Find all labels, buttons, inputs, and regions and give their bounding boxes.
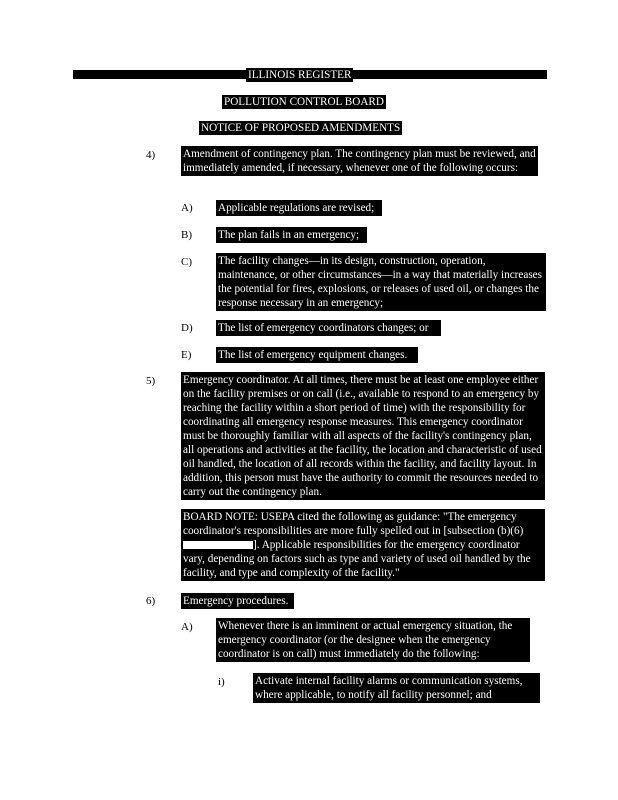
item-6a-number: A): [181, 621, 193, 633]
item-4c-number: C): [181, 256, 192, 268]
item-4b-number: B): [181, 229, 192, 241]
redacted-citation: [183, 541, 253, 549]
item-5-number: 5): [146, 375, 156, 387]
board-note: [181, 509, 545, 581]
item-6-text: Emergency procedures.: [181, 593, 294, 609]
item-4-number: 4): [146, 149, 156, 161]
item-6ai-number: i): [218, 676, 225, 688]
item-4d-text: The list of emergency coordinators changes; or: [216, 320, 441, 336]
notice-heading: NOTICE OF PROPOSED AMENDMENTS: [201, 122, 401, 134]
item-4c-text: The facility changes—in its design, construction, operation, maintenance, or other circumstances—in a way that materially increases the potential for fires, explosions, or releases of used oil, or changes the response necessary in an emergency;: [216, 253, 546, 311]
item-4b-text: The plan fails in an emergency;: [216, 227, 367, 243]
agency-name: POLLUTION CONTROL BOARD: [224, 96, 384, 108]
item-4e-text: The list of emergency equipment changes.: [216, 347, 418, 363]
item-6ai-text: Activate internal facility alarms or communication systems, where applicable, to notify all facility personnel; and: [253, 673, 540, 703]
item-6-number: 6): [146, 595, 156, 607]
item-4d-number: D): [181, 322, 193, 334]
board-note-text-start: BOARD NOTE: USEPA cited the following as guidance: "The emergency coordinator's responsibilities are more fully spelled out in [subsection (b)(6): [183, 511, 524, 537]
register-title: ILLINOIS REGISTER: [248, 69, 352, 81]
item-5-text: Emergency coordinator. At all times, there must be at least one employee either on the facility premises or on call (i.e., available to respond to an emergency by reaching the facility within a short period of time) with the responsibility for coordinating all emergency response measures. This emergency coordinator must be thoroughly familiar with all aspects of the facility's contingency plan, all operations and activities at the facility, the location and characteristic of used oil handled, the location of all records within the facility, and facility layout. In addition, this person must have the authority to commit the resources needed to carry out the contingency plan.: [181, 372, 545, 500]
item-4-text: Amendment of contingency plan. The contingency plan must be reviewed, and immediately amended, if necessary, whenever one of the following occurs:: [181, 146, 538, 176]
board-note-text-end: ]. Applicable responsibilities for the emergency coordinator vary, depending on factors such as type and variety of used oil handled by the facility, and type and complexity of the facility.": [183, 539, 531, 579]
item-4e-number: E): [181, 349, 192, 361]
item-4a-number: A): [181, 202, 193, 214]
item-6a-text: Whenever there is an imminent or actual emergency situation, the emergency coordinator (or the designee when the emergency coordinator is on call) must immediately do the following:: [216, 618, 530, 662]
item-4a-text: Applicable regulations are revised;: [216, 200, 382, 216]
